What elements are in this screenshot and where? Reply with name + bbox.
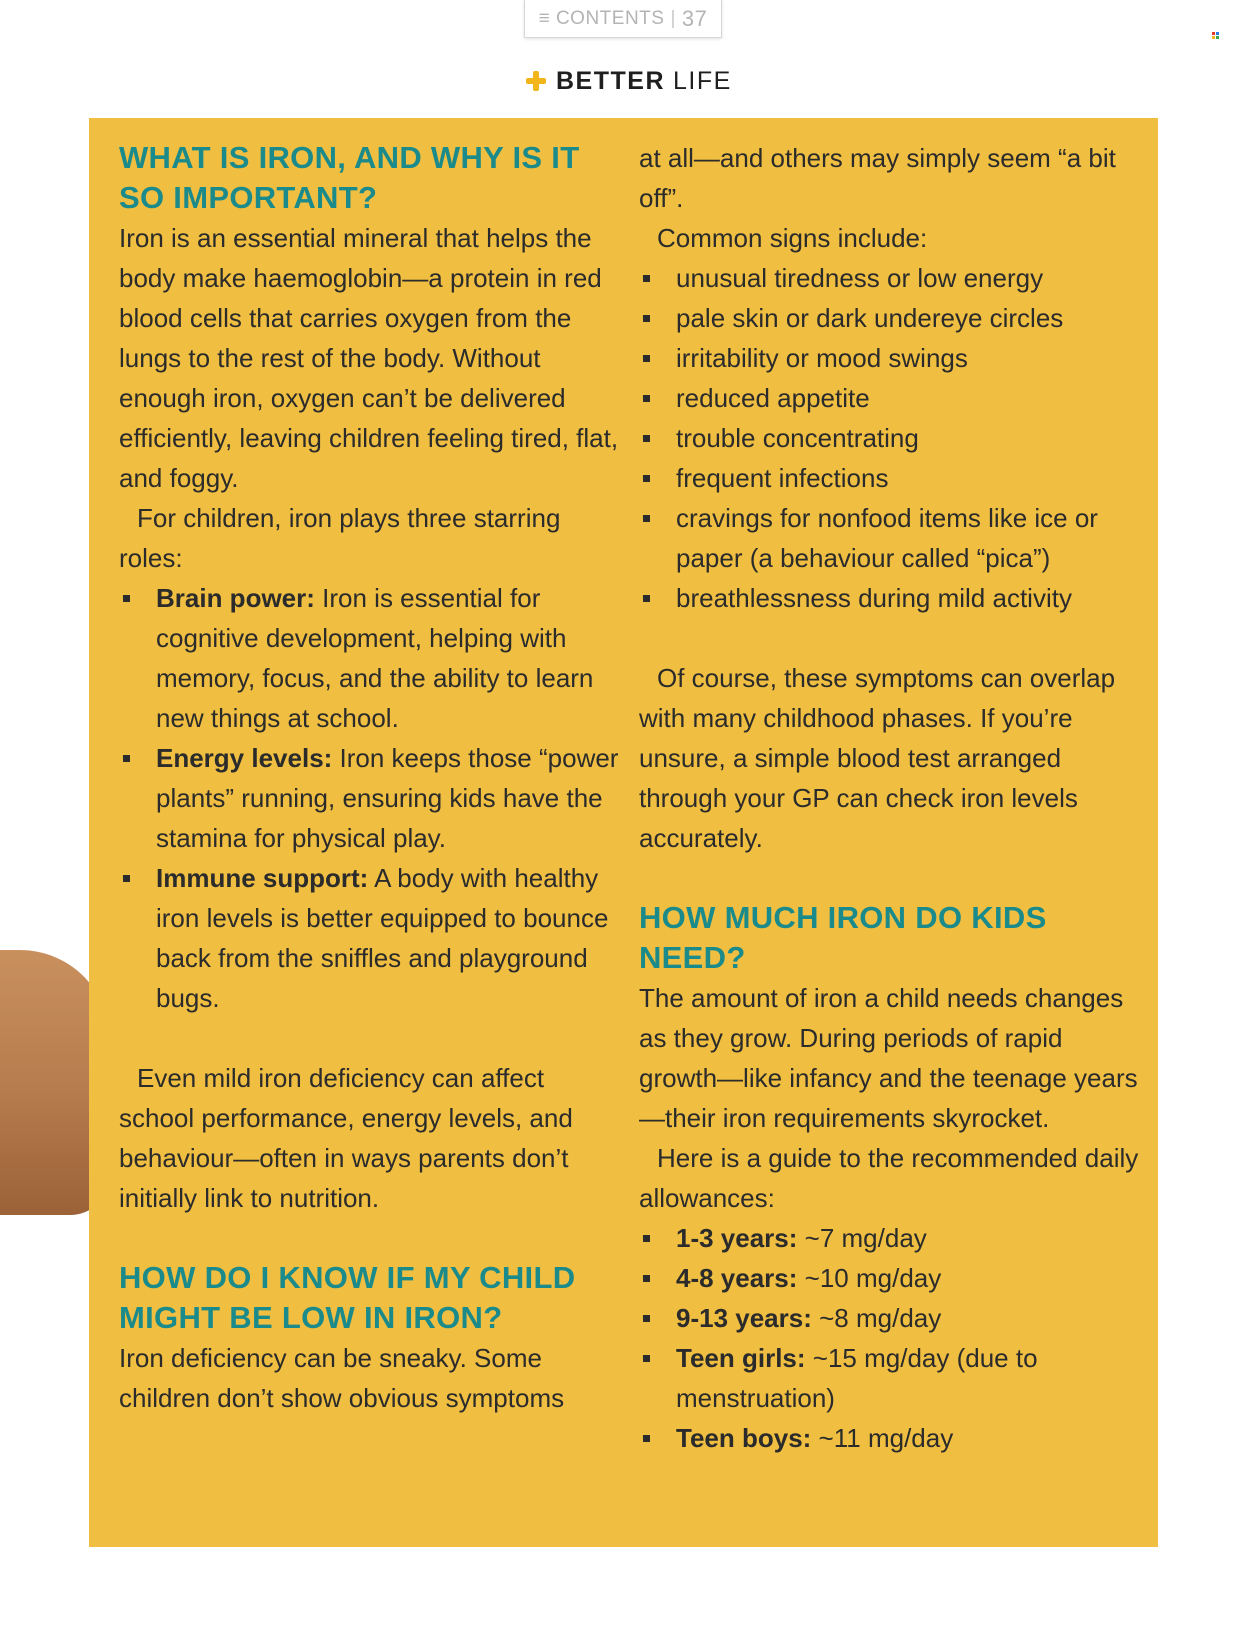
list-item: Brain power: Iron is essential for cognitive development, helping with memory, focus, and the ability to learn new things at school. [119, 578, 619, 738]
spacer [119, 1018, 619, 1058]
contents-tab[interactable] [524, 0, 722, 38]
contents-label: ≡ CONTENTS [538, 7, 665, 29]
plus-icon [526, 71, 546, 91]
list-item: 4-8 years: ~10 mg/day [639, 1258, 1139, 1298]
list-item: irritability or mood swings [639, 338, 1139, 378]
list-item: Teen girls: ~15 mg/day (due to menstruation) [639, 1338, 1139, 1418]
left-column [119, 138, 619, 1418]
spacer [119, 1218, 619, 1258]
list-item: Energy levels: Iron keeps those “power plants” running, ensuring kids have the stamina for physical play. [119, 738, 619, 858]
list-item: frequent infections [639, 458, 1139, 498]
paragraph-sneaky: Iron deficiency can be sneaky. Some children don’t show obvious symptoms [119, 1343, 565, 1413]
paragraph-growth: The amount of iron a child needs changes as they grow. During periods of rapid growth—like infancy and the teenage years—their iron requirements skyrocket. [639, 983, 1138, 1133]
paragraph-starring-roles: For children, iron plays three starring roles: [119, 503, 561, 573]
tab-separator: | [670, 7, 676, 29]
list-item: 9-13 years: ~8 mg/day [639, 1298, 1139, 1338]
list-item: unusual tiredness or low energy [639, 258, 1139, 298]
corner-mark-icon [1212, 32, 1220, 40]
paragraph-overlap: Of course, these symptoms can overlap with many childhood phases. If you’re unsure, a simple blood test arranged through your GP can check iron levels accurately. [639, 663, 1116, 853]
article-panel [89, 118, 1158, 1547]
list-item: breathlessness during mild activity [639, 578, 1139, 618]
list-item: Immune support: A body with healthy iron levels is better equipped to bounce back from the sniffles and playground bugs. [119, 858, 619, 1018]
heading-what-is-iron: WHAT IS IRON, AND WHY IS IT SO IMPORTANT? [119, 140, 580, 215]
list-item: Teen boys: ~11 mg/day [639, 1418, 1139, 1458]
paragraph-sneaky-continued: at all—and others may simply seem “a bit off”. [639, 143, 1116, 213]
section-header [526, 64, 732, 98]
list-item: trouble concentrating [639, 418, 1139, 458]
list-item: pale skin or dark undereye circles [639, 298, 1139, 338]
spacer [639, 618, 1139, 658]
section-title-bold: BETTER [556, 66, 665, 95]
allowances-list [639, 1218, 1139, 1458]
spacer [639, 858, 1139, 898]
right-column [639, 138, 1139, 1458]
signs-list [639, 258, 1139, 618]
list-item: cravings for nonfood items like ice or paper (a behaviour called “pica”) [639, 498, 1139, 578]
heading-how-much-iron: HOW MUCH IRON DO KIDS NEED? [639, 900, 1047, 975]
paragraph-iron-intro: Iron is an essential mineral that helps the body make haemoglobin—a protein in red blood cells that carries oxygen from the lungs to the rest of the body. Without enough iron, oxygen can’t be delivered efficiently, leaving children feeling tired, flat, and foggy. [119, 223, 619, 493]
list-item: 1-3 years: ~7 mg/day [639, 1218, 1139, 1258]
page-number: 37 [681, 5, 708, 31]
roles-list [119, 578, 619, 1018]
paragraph-mild-deficiency: Even mild iron deficiency can affect school performance, energy levels, and behaviour—often in ways parents don’t initially link to nutrition. [119, 1063, 573, 1213]
section-title-light: LIFE [673, 66, 732, 95]
signs-intro: Common signs include: [657, 223, 928, 253]
heading-low-in-iron: HOW DO I KNOW IF MY CHILD MIGHT BE LOW IN IRON? [119, 1260, 576, 1335]
list-item: reduced appetite [639, 378, 1139, 418]
paragraph-guide: Here is a guide to the recommended daily allowances: [639, 1143, 1139, 1213]
